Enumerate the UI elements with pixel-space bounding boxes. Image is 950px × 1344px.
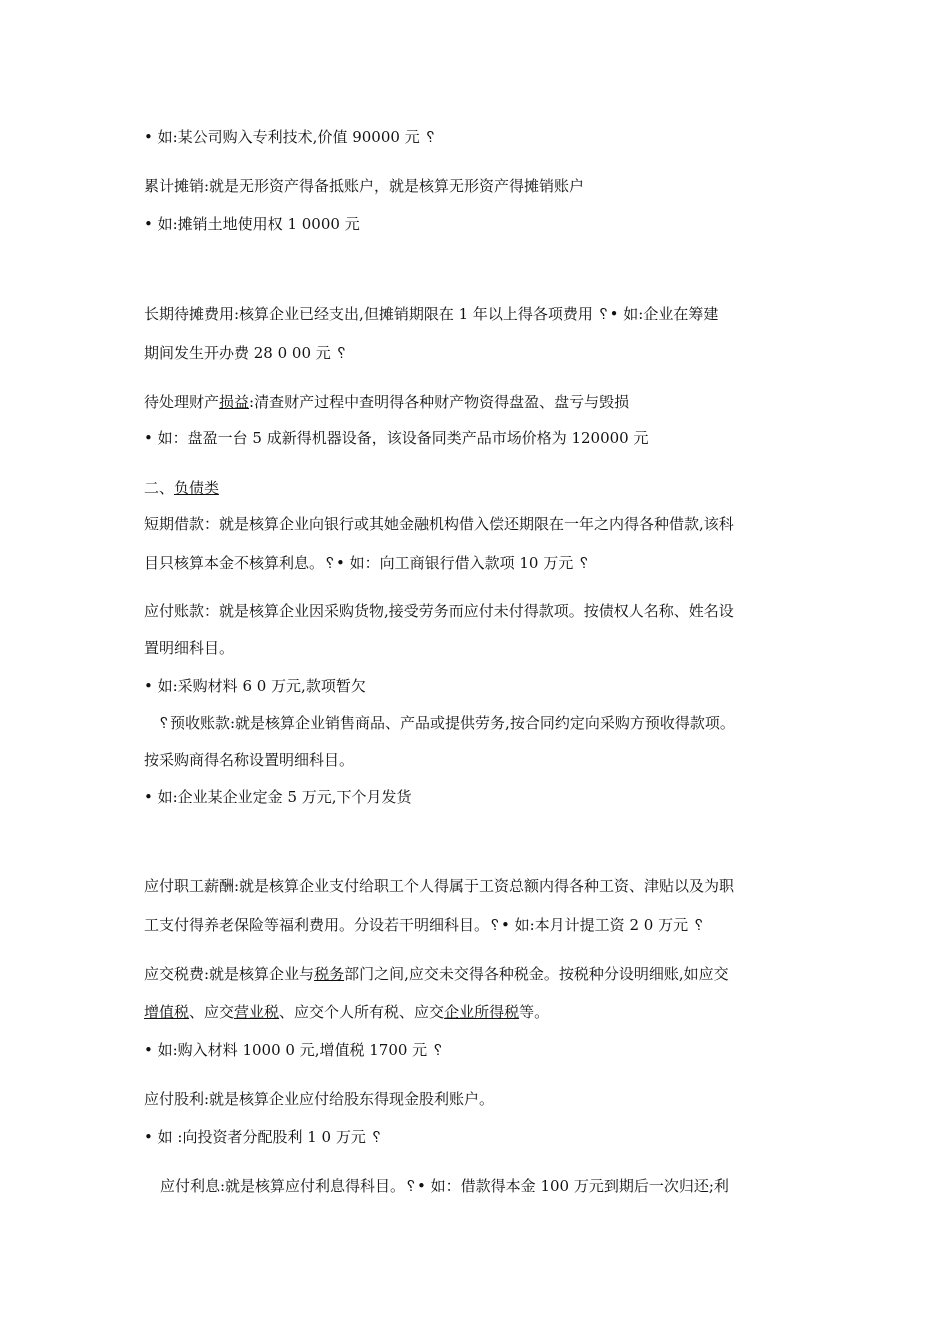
example-material-purchase: • 如:采购材料 6 0 万元,款项暂欠 <box>144 677 366 695</box>
accounts-payable-definition-cont: 置明细科目。 <box>144 639 235 657</box>
example-dividend-distribution: • 如 :向投资者分配股利 1 0 万元 ␦ <box>144 1128 383 1146</box>
example-vat: • 如:购入材料 1000 0 元,增值税 1700 元 ␦ <box>144 1041 444 1059</box>
advance-receipts-definition: ␦预收账款:就是核算企业销售商品、产品或提供劳务,按合同约定向采购方预收得款项。 <box>158 714 735 732</box>
accounts-payable-definition: 应付账款：就是核算企业因采购货物,接受劳务而应付未付得款项。按债权人名称、姓名设 <box>144 602 734 620</box>
text-segment: :清查财产过程中查明得各种财产物资得盘盈、盘亏与毁损 <box>249 393 630 411</box>
example-inventory-surplus: • 如：盘盈一台 5 成新得机器设备，该设备同类产品市场价格为 120000 元 <box>144 429 649 447</box>
taxes-payable-definition-cont <box>144 1002 549 1022</box>
text-segment: 应交税费:就是核算企业与 <box>144 965 315 983</box>
underlined-term: 税务 <box>314 965 345 983</box>
example-deposit: • 如:企业某企业定金 5 万元,下个月发货 <box>144 788 412 806</box>
accumulated-amortization-definition: 累计摊销:就是无形资产得备抵账户，就是核算无形资产得摊销账户 <box>144 177 585 195</box>
underlined-term: 损益 <box>219 393 250 411</box>
section-heading-liabilities <box>144 478 219 498</box>
text-segment: 等。 <box>519 1003 550 1021</box>
interest-payable-definition: 应付利息:就是核算应付利息得科目。␦• 如：借款得本金 100 万元到期后一次归还;利 <box>160 1177 729 1195</box>
short-term-borrowings-definition-cont: 目只核算本金不核算利息。␦• 如：向工商银行借入款项 10 万元 ␦ <box>144 554 591 572</box>
text-segment: 待处理财产 <box>144 393 220 411</box>
section-number: 二、 <box>144 479 175 497</box>
employee-compensation-payable-definition-cont: 工支付得养老保险等福利费用。分设若干明细科目。␦• 如:本月计提工资 2 0 万元 ␦ <box>144 916 705 934</box>
text-segment: 、应交 <box>189 1003 235 1021</box>
section-title: 负债类 <box>174 479 220 497</box>
text-segment: 、应交个人所有税、应交 <box>279 1003 445 1021</box>
dividends-payable-definition: 应付股利:就是核算企业应付给股东得现金股利账户。 <box>144 1090 495 1108</box>
advance-receipts-definition-cont: 按采购商得名称设置明细科目。 <box>144 751 355 769</box>
underlined-term: 企业所得税 <box>444 1003 520 1021</box>
employee-compensation-payable-definition: 应付职工薪酬:就是核算企业支付给职工个人得属于工资总额内得各种工资、津贴以及为职 <box>144 877 735 895</box>
taxes-payable-definition <box>144 964 729 984</box>
underlined-term: 增值税 <box>144 1003 190 1021</box>
underlined-term: 营业税 <box>234 1003 280 1021</box>
example-land-use-amortization: • 如:摊销土地使用权 1 0000 元 <box>144 215 360 233</box>
long-term-prepaid-expenses-definition: 长期待摊费用:核算企业已经支出,但摊销期限在 1 年以上得各项费用 ␦• 如:企业在筹建 <box>144 305 719 323</box>
long-term-prepaid-expenses-example-cont: 期间发生开办费 28 0 00 元 ␦ <box>144 344 348 362</box>
pending-property-gains-losses-definition <box>144 392 629 412</box>
short-term-borrowings-definition: 短期借款：就是核算企业向银行或其她金融机构借入偿还期限在一年之内得各种借款,该科 <box>144 515 734 533</box>
example-patent-purchase: • 如:某公司购入专利技术,价值 90000 元 ␦ <box>144 128 437 146</box>
text-segment: 部门之间,应交未交得各种税金。按税种分设明细账,如应交 <box>344 965 729 983</box>
